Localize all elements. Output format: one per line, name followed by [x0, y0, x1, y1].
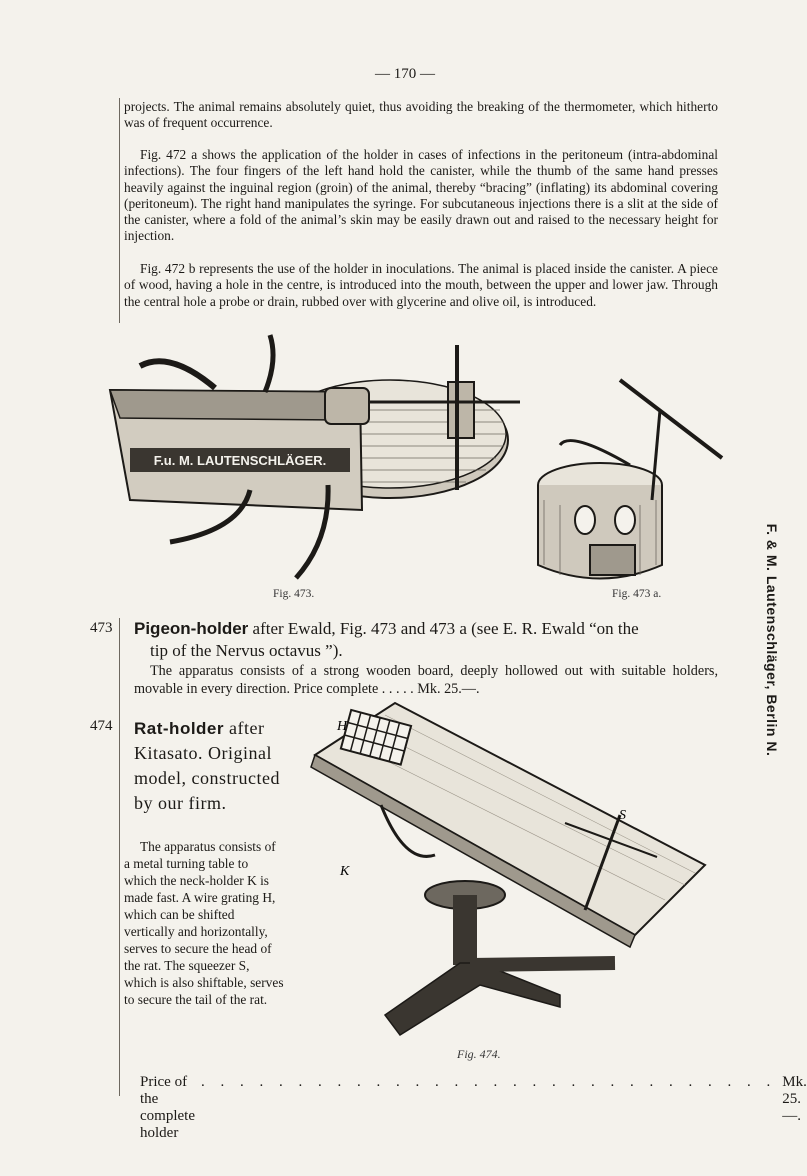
rat-holder-figure	[285, 695, 715, 1070]
price-leader-dots: . . . . . . . . . . . . . . . . . . . . . . . . . . . . . .	[200, 1074, 777, 1090]
label-h: H	[337, 719, 348, 734]
caption-fig-473: Fig. 473.	[273, 588, 315, 600]
pigeon-holder-cylinder-figure	[530, 370, 730, 590]
section-474-heading	[134, 716, 294, 816]
caption-fig-473a: Fig. 473 a.	[612, 588, 662, 600]
section-number-473: 473	[90, 620, 113, 636]
section-473-title-continued: tip of the Nervus octavus ”).	[150, 641, 343, 660]
section-473-description: The apparatus consists of a strong wooden board, deeply hollowed out with suitable holders, movable in every direction. Price complete . . . . . Mk. 25.—.	[134, 663, 718, 697]
label-s: S	[619, 808, 626, 823]
board-label: F.u. M. LAUTENSCHLÄGER.	[153, 453, 327, 468]
price-value: Mk. 25.—.	[782, 1074, 807, 1124]
fig472a-paragraph: Fig. 472 a shows the application of the holder in cases of infections in the peritoneum (intra-abdominal infections). The four fingers of the left hand hold the canister, while the thumb of the same hand presses heavily against the inguinal region (groin) of the animal, thereby “bracing” (inflating) its abdominal covering (peritoneum). The right hand manipulates the syringe. For subcutaneous injections there is a slit at the side of the canister, where a fold of the animal’s skin may be easily drawn out and raised to the necessary height for injection.	[124, 147, 718, 244]
section-474-title-rest: after Kitasato. Original model, constructed by our firm.	[134, 718, 280, 813]
section-473-title-rest: after Ewald, Fig. 473 and 473 a (see E. R. Ewald “on the	[248, 619, 639, 638]
fig472b-paragraph: Fig. 472 b represents the use of the holder in inoculations. The animal is placed inside the canister. A piece of wood, having a hole in the centre, is introduced into the mouth, between the upper and lower jaw. Through the central hole a probe or drain, rubbed over with glycerine and olive oil, is introduced.	[124, 261, 718, 309]
section-number-474: 474	[90, 718, 113, 734]
caption-fig-474: Fig. 474.	[457, 1047, 501, 1061]
page-number: — 170 —	[375, 66, 435, 82]
intro-paragraph: projects. The animal remains absolutely quiet, thus avoiding the breaking of the thermometer, which hitherto was of frequent occurrence.	[124, 99, 718, 131]
pigeon-holder-figure	[100, 330, 530, 585]
section-474-price-line	[140, 1074, 807, 1142]
label-k: K	[340, 864, 350, 879]
publisher-side-label: F. & M. Lautenschläger, Berlin N.	[764, 523, 780, 757]
section-474-title: Rat-holder	[134, 719, 224, 738]
price-label: Price of the complete holder	[140, 1074, 195, 1141]
section-473-heading	[134, 618, 734, 640]
section-473-title: Pigeon-holder	[134, 619, 249, 638]
margin-rule-bottom	[119, 618, 120, 1096]
margin-rule-top	[119, 98, 120, 323]
section-474-description: The apparatus consists of a metal turning table to which the neck-holder K is made fast. A wire grating H, which can be shifted vertically and horizontally, serves to secure the head of the rat. The squeezer S, which is also shiftable, serves to secure the tail of the rat.	[124, 839, 284, 1007]
